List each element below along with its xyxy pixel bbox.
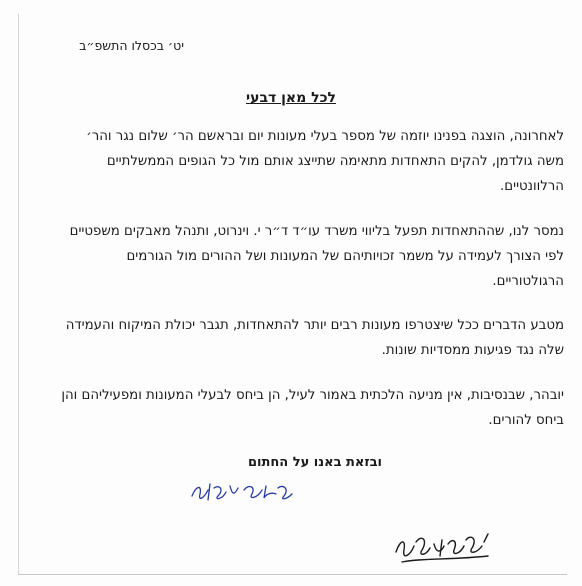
paragraph-2: נמסר לנו, שההתאחדות תפעל בליווי משרד עו״ד ד״ר י. וינרוט, ותנהל מאבקים משפטיים לפי הצורך לעמידה על משמר זכויותיהם של המעונות ושל ההורים מול הגורמים הרגולטוריים. (69, 224, 564, 289)
letter-date: יט׳ בכסלו התשפ״ב (79, 38, 184, 53)
signoff-line: ובזאת באנו על החתום (247, 455, 382, 470)
signature-blue (186, 474, 296, 508)
paragraph-4: יובהר, שבנסיבות, אין מניעה הלכתית באמור לעיל, הן ביחס לבעלי המעונות ומפעיליהם והן ביחס להורים. (61, 388, 564, 428)
signature-dark (392, 522, 494, 566)
paragraph-1: לאחרונה, הוצגה בפנינו יוזמה של מספר בעלי מעונות יום ובראשם הר׳ שלום נגר והר׳ משה גולדמן, להקים התאחדות מתאימה שתייצג אותם מול כל הגופים הממשלתיים הרלוונטיים. (86, 129, 564, 194)
paragraph-3: מטבע הדברים ככל שיצטרפו מעונות רבים יותר להתאחדות, תגבר יכולת המיקוח והעמידה שלה נגד פגיעות ממסדיות שונות. (65, 318, 564, 358)
letter-title: לכל מאן דבעי (246, 90, 336, 106)
